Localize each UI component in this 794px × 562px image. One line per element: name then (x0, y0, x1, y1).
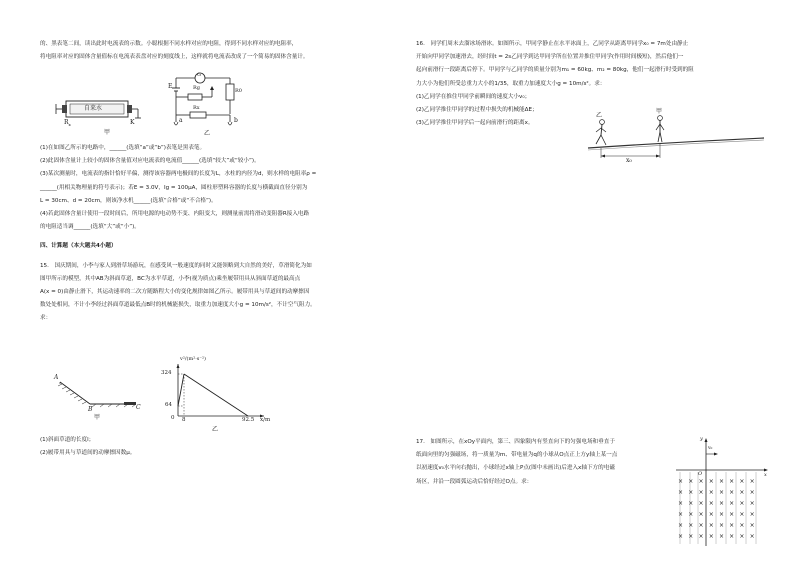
cross-mark: × (708, 511, 719, 518)
figure-circuit-yi (168, 70, 248, 142)
y-tick-64: 64 (165, 402, 172, 408)
question-3-line-2: ______(用相关物理量的符号表示)；若E = 3.0V，Ig = 100μA，圆柱形塑料容器的长度与横截面直径分别为 (40, 184, 308, 191)
cross-mark: × (678, 478, 689, 485)
cross-mark: × (698, 489, 709, 496)
galvanometer-label: G (197, 72, 201, 78)
cross-mark: × (708, 500, 719, 507)
cross-mark: × (739, 522, 750, 529)
q16-sub-1: (1)乙同学在推住甲同学前瞬间的速度大小v₀； (416, 93, 531, 100)
cross-mark: × (678, 533, 689, 540)
figure-field-region (676, 436, 770, 548)
cross-mark: × (739, 500, 750, 507)
terminal-a-label: a (179, 117, 183, 124)
field-row (678, 509, 768, 520)
figure-skaters (586, 108, 766, 166)
cross-mark: × (708, 533, 719, 540)
magnetic-field-crosses (678, 476, 768, 542)
rx-circuit-label: Rx (193, 105, 200, 111)
field-row (678, 531, 768, 542)
q16-sub-3: (3)乙同学推住甲同学后一起向前滑行的距离x。 (416, 120, 534, 127)
velocity-v0-label: v₀ (708, 446, 713, 451)
skater-jia-label: 甲 (656, 108, 663, 115)
origin-o-label: O (698, 471, 703, 477)
field-row (678, 487, 768, 498)
q15-line-4: 数处处相同，不计小李经过斜面草道最低点B时的机械能损失，取重力加速度大小g = 10m/s²，不计空气阻力。 (40, 302, 316, 309)
cross-mark: × (678, 522, 689, 529)
cross-mark: × (749, 489, 760, 496)
cross-mark: × (678, 500, 689, 507)
left-column (40, 38, 395, 64)
q15-sub-2: (2)履带用具与草道间的动摩擦因数μ。 (40, 450, 136, 457)
cross-mark: × (708, 489, 719, 496)
intro-line-1: 的、黑表笔二间，读出此时电流表的示数。小聪根据不同水样对应的电阻，得到不同水样对应的电阻率， (40, 41, 298, 47)
cross-mark: × (698, 522, 709, 529)
rx-letter: R (64, 119, 69, 126)
q15-line-1: 15. 国庆期间，小李与家人到滑草场游玩，在感受风一般速度的同时又能领略到大自然的美好，草滑简化为如 (40, 262, 312, 269)
question-3-line-1: (3)某次测量时，电流表的指针恰好半偏，测得该容器两电极间的长度为L，水柱的内径为d，则水样的电阻率ρ = (40, 171, 317, 178)
y-tick-324: 324 (161, 370, 172, 376)
q16-sub-2: (2)乙同学推住甲同学的过程中损失的机械能ΔE； (416, 107, 538, 114)
cross-mark: × (739, 533, 750, 540)
container-label: 自来水 (84, 105, 103, 112)
rx-subscript: x (68, 122, 71, 128)
cross-mark: × (729, 500, 740, 507)
figure-container-jia (52, 88, 142, 136)
q17-text (416, 436, 678, 489)
origin-label: 0 (171, 415, 175, 421)
q17-line-4: 场区，并沿一段圆弧运动后恰好经过O点。求： (416, 478, 533, 485)
skater-yi-label: 乙 (596, 112, 603, 119)
cross-mark: × (688, 500, 699, 507)
q17-line-3: 以初速度v₀水平向右抛出，小球经过x轴上P点(图中未画出)后进入x轴下方的电磁 (416, 465, 615, 472)
cross-mark: × (688, 478, 699, 485)
q15-sub-1: (1)斜面草道的长度l； (40, 437, 95, 443)
question-4-line-2: 的电阻适当调______(选填“大”或“小”)。 (40, 224, 140, 231)
cross-mark: × (739, 511, 750, 518)
k-label: K (130, 119, 135, 126)
x-tick-8: 8 (182, 417, 186, 423)
cross-mark: × (698, 500, 709, 507)
point-a-label: A (54, 374, 59, 381)
q15-line-2: 图甲所示的模型，其中AB为斜面草道，BC为水平草道，小李(视为质点)乘坐履带用具从斜面草道的最高点 (40, 275, 301, 282)
figure-slope-jia (52, 372, 144, 420)
figure-15-yi-caption: 乙 (212, 426, 219, 433)
q16-line-1: 16. 同学们周末去溜冰场滑冰。如图所示，甲同学静止在水平冰面上，乙同学从距离甲同学x₀ = 7m处由静止 (416, 41, 689, 47)
axis-y-label: y (700, 436, 703, 442)
cross-mark: × (698, 478, 709, 485)
cross-mark: × (739, 489, 750, 496)
cross-mark: × (698, 533, 709, 540)
cross-mark: × (718, 511, 730, 518)
field-row (678, 520, 768, 531)
rx-label (64, 119, 71, 127)
question-4-line-1: (4)若此固体含量计使用一段时间后，所用电源的电动势不变、内阻变大，则测量前需将滑动变阻器R接入电路 (40, 211, 310, 218)
cross-mark: × (729, 478, 740, 485)
cross-mark: × (729, 511, 740, 518)
cross-mark: × (718, 500, 730, 507)
axis-x-label: x (764, 472, 767, 478)
emf-label: E (168, 83, 173, 90)
cross-mark: × (729, 522, 740, 529)
cross-mark: × (698, 511, 709, 518)
question-3-line-3: L = 30cm、d = 20cm，则该净水机______(选填“合格”或“不合格”)。 (40, 197, 217, 204)
cross-mark: × (749, 500, 760, 507)
q17-line-1: 17. 如图所示，在xOy平面内，第三、四象限内有竖直向下的匀强电场和垂直于 (416, 439, 615, 445)
distance-x0-label: x₀ (626, 157, 632, 164)
figure-v2-graph-yi (160, 356, 271, 433)
q15-subquestions (40, 434, 395, 460)
cross-mark: × (688, 489, 699, 496)
cross-mark: × (729, 533, 740, 540)
cross-mark: × (718, 533, 730, 540)
cross-mark: × (749, 511, 760, 518)
q17-line-2: 纸面向里的匀强磁场，将一质量为m、带电量为q的小球从O点正上方y轴上某一点 (416, 452, 618, 459)
r0-label: R0 (235, 88, 242, 94)
cross-mark: × (718, 478, 730, 485)
cross-mark: × (718, 489, 730, 496)
figure-15-jia-caption: 甲 (94, 414, 101, 421)
cross-mark: × (749, 478, 760, 485)
figure-yi-caption: 乙 (204, 130, 211, 137)
cross-mark: × (688, 511, 699, 518)
q15-line-5: 求： (40, 315, 52, 322)
cross-mark: × (729, 489, 740, 496)
point-b-label: B (88, 406, 93, 413)
figure-jia-caption: 甲 (104, 129, 111, 136)
question-1: (1)在如图乙所示的电路中，______(选填“a”或“b”)表笔是黑表笔。 (40, 145, 206, 151)
cross-mark: × (708, 478, 719, 485)
cross-mark: × (749, 522, 760, 529)
cross-mark: × (749, 533, 760, 540)
field-row (678, 476, 768, 487)
cross-mark: × (688, 533, 699, 540)
cross-mark: × (688, 522, 699, 529)
q16-line-2: 开始向甲同学加速滑去，经时间t = 2s乙同学到达甲同学所在位置并推住甲同学(作用时间极短)，然后他们一 (416, 54, 684, 61)
x-tick-92-5: 92.5 (242, 417, 255, 423)
field-row (678, 498, 768, 509)
y-axis-label: v²/(m²·s⁻²) (180, 356, 206, 362)
question-2: (2)此固体含量计上较小的固体含量值对应电流表的电流值______(选填“较大”或“较小”)。 (40, 158, 260, 165)
q15-line-3: A(x = 0)由静止滑下，其运动速率的二次方随路程大小的变化规律如图乙所示。履带用具与草道间的动摩擦因 (40, 289, 310, 296)
section-title: 四、计算题（本大题共4小题） (40, 243, 117, 250)
point-c-label: C (136, 404, 141, 411)
cross-mark: × (678, 511, 689, 518)
terminal-b-label: b (234, 117, 238, 124)
cross-mark: × (678, 489, 689, 496)
cross-mark: × (708, 522, 719, 529)
intro-line-2: 将电阻率对应的固体含量值标在电流表表盘对应的刻度线上，这样就将电流表改成了一个简易的固体含量计。 (40, 54, 309, 61)
left-questions (40, 142, 395, 326)
cross-mark: × (718, 522, 730, 529)
q16-line-3: 起向前滑行一段距离后停下。甲同学与乙同学的质量分别为m₁ = 60kg、m₂ = 80kg，他们一起滑行时受到的阻 (416, 67, 694, 74)
cross-mark: × (739, 478, 750, 485)
q16-line-4: 力大小为他们所受总重力大小的1/35，取重力加速度大小g = 10m/s²。求： (416, 80, 606, 87)
x-axis-label: x/m (260, 417, 271, 423)
rg-label: Rg (193, 85, 200, 91)
